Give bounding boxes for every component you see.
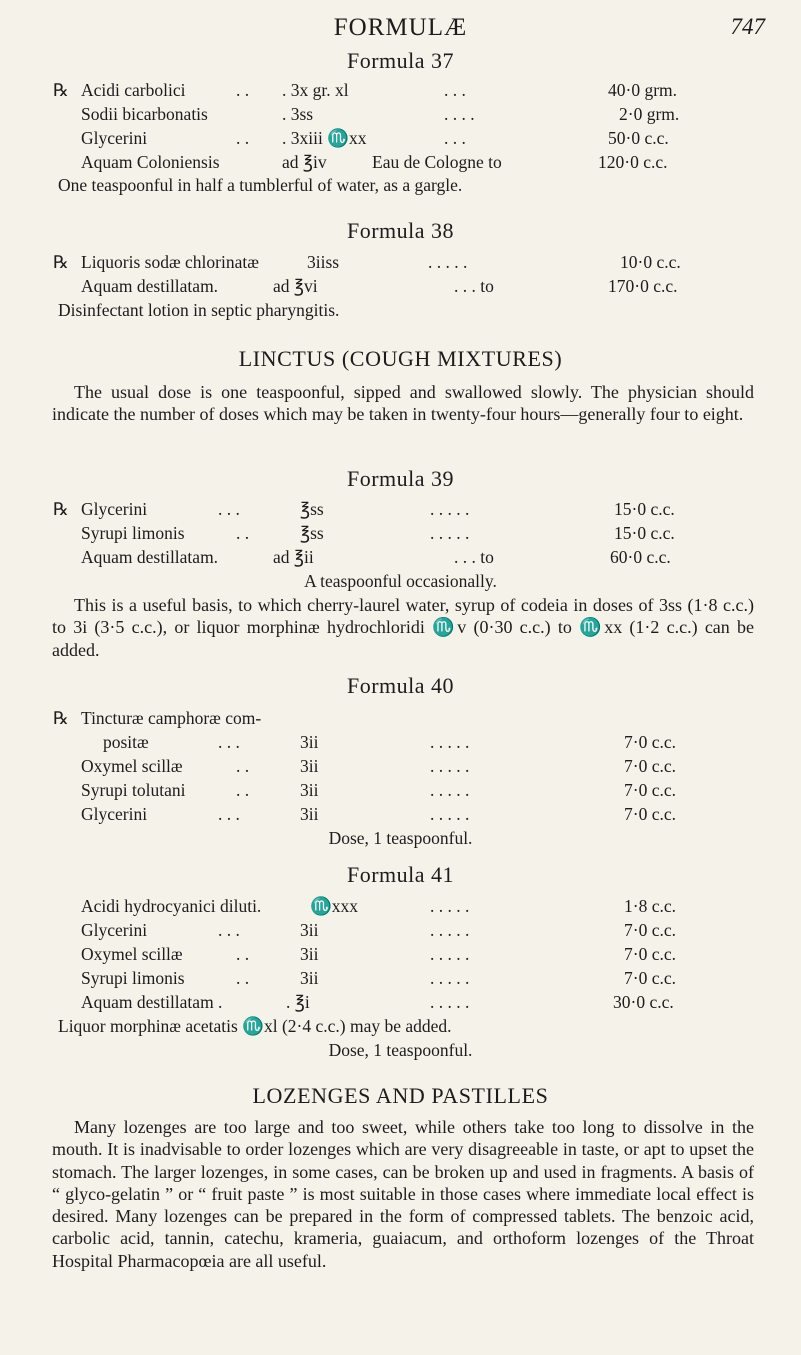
dose-quantity: 3ii xyxy=(300,756,319,776)
metric-quantity: 120·0 c.c. xyxy=(598,152,668,172)
metric-quantity: 7·0 c.c. xyxy=(624,780,676,800)
dose-quantity: ad ℥vi xyxy=(273,276,318,296)
formula-37-row xyxy=(0,128,801,152)
formula-37-heading: Formula 37 xyxy=(346,48,455,73)
leader-dots: . . . . xyxy=(444,104,475,124)
leader-dots: . . . to xyxy=(454,547,494,567)
leader-dots: . . xyxy=(236,968,250,988)
leader-dots: . . . . . xyxy=(430,523,470,543)
leader-dots: . . xyxy=(236,780,250,800)
recipe-symbol: ℞ xyxy=(53,252,69,272)
drug-name: positæ xyxy=(103,732,149,752)
drug-name: Acidi hydrocyanici diluti. xyxy=(81,896,262,916)
leader-dots: . . . xyxy=(218,732,240,752)
drug-name: Sodii bicarbonatis xyxy=(81,104,208,124)
dose-quantity: ℥ss xyxy=(300,499,324,519)
dose-quantity: . 3ss xyxy=(282,104,314,124)
drug-name: Aquam destillatam. xyxy=(81,547,219,567)
linctus-section-heading: LINCTUS (COUGH MIXTURES) xyxy=(238,346,563,371)
leader-dots: . . . . . xyxy=(430,804,470,824)
formula-40-row xyxy=(0,708,801,732)
formula-37-direction: One teaspoonful in half a tumblerful of water, as a gargle. xyxy=(58,175,463,195)
formula-40-row xyxy=(0,804,801,828)
leader-dots: . . xyxy=(236,944,250,964)
metric-quantity: 7·0 c.c. xyxy=(624,756,676,776)
drug-name: Oxymel scillæ xyxy=(81,944,183,964)
formula-39-row xyxy=(0,523,801,547)
leader-dots: . . . xyxy=(444,128,466,148)
leader-dots: . . xyxy=(236,523,250,543)
drug-name: Glycerini xyxy=(81,499,148,519)
formula-40-direction: Dose, 1 teaspoonful. xyxy=(328,828,473,848)
leader-dots: . . xyxy=(236,80,250,100)
leader-dots: . . . . . xyxy=(430,780,470,800)
drug-name: Oxymel scillæ xyxy=(81,756,183,776)
recipe-symbol: ℞ xyxy=(53,708,69,728)
formula-38-heading: Formula 38 xyxy=(346,218,455,243)
dose-quantity: ad ℥iv xyxy=(282,152,327,172)
dose-quantity: 3ii xyxy=(300,944,319,964)
leader-dots: . . . . . xyxy=(430,896,470,916)
dose-quantity: . 3xiii ♏xx xyxy=(282,128,367,148)
metric-quantity: 2·0 grm. xyxy=(619,104,680,124)
formula-40-row xyxy=(0,756,801,780)
metric-quantity: 1·8 c.c. xyxy=(624,896,676,916)
dose-quantity: . ℥i xyxy=(286,992,310,1012)
drug-name: Glycerini xyxy=(81,920,148,940)
formula-41-heading: Formula 41 xyxy=(346,862,455,887)
formula-39-paragraph: This is a useful basis, to which cherry-laurel water, syrup of codeia in doses of 3ss (1·8 c.c.) to 3i (3·5 c.c.), or liquor morphinæ hydrochloridi ♏v (0·30 c.c.) to ♏xx (1·2 c.c.) can be added. xyxy=(52,595,754,660)
leader-dots: . . xyxy=(236,756,250,776)
dose-quantity: ℥ss xyxy=(300,523,324,543)
drug-name: Syrupi tolutani xyxy=(81,780,186,800)
dose-quantity: 3ii xyxy=(300,804,319,824)
metric-quantity: 170·0 c.c. xyxy=(608,276,678,296)
lozenges-paragraph: Many lozenges are too large and too sweet, while others take too long to dissolve in the mouth. It is inadvisable to order lozenges which are very disagreeable in taste, or apt to upset the stomach. The larger lozenges, in some cases, can be broken up and used in fragments. A basis of “ glyco-gelatin ” or “ fruit paste ” is most suitable in those cases where immediate local effect is desired. Many lozenges can be prepared in the form of compressed tablets. The benzoic acid, carbolic acid, tannin, catechu, krameria, guaiacum, and orthoform lozenges of the Throat Hospital Pharmacopœia are all useful. xyxy=(52,1117,754,1271)
dose-quantity: ad ℥ii xyxy=(273,547,314,567)
leader-dots: . . . xyxy=(218,499,240,519)
running-title: FORMULÆ xyxy=(333,14,468,41)
drug-name: Acidi carbolici xyxy=(81,80,186,100)
drug-name: Tincturæ camphoræ com- xyxy=(81,708,262,728)
recipe-symbol: ℞ xyxy=(53,499,69,519)
dose-quantity: 3iiss xyxy=(307,252,340,272)
leader-dots: . . . . . xyxy=(430,920,470,940)
lozenges-section-heading: LOZENGES AND PASTILLES xyxy=(252,1083,549,1108)
leader-dots: . . . . . xyxy=(430,499,470,519)
formula-37-row xyxy=(0,80,801,104)
leader-dots: . . . . . xyxy=(430,968,470,988)
metric-quantity: 7·0 c.c. xyxy=(624,804,676,824)
recipe-symbol: ℞ xyxy=(53,80,69,100)
formula-41-row xyxy=(0,920,801,944)
formula-40-row xyxy=(0,780,801,804)
formula-39-direction: A teaspoonful occasionally. xyxy=(304,571,497,591)
formula-41-row xyxy=(0,968,801,992)
metric-quantity: 7·0 c.c. xyxy=(624,920,676,940)
metric-quantity: 7·0 c.c. xyxy=(624,944,676,964)
metric-quantity: 15·0 c.c. xyxy=(614,499,675,519)
dose-quantity: 3ii xyxy=(300,732,319,752)
leader-dots: . . . . . xyxy=(430,944,470,964)
formula-39-row xyxy=(0,547,801,571)
page-number: 747 xyxy=(730,14,765,39)
leader-dots: . . . xyxy=(218,920,240,940)
drug-name: Liquoris sodæ chlorinatæ xyxy=(81,252,259,272)
dose-quantity: 3ii xyxy=(300,920,319,940)
formula-41-direction: Dose, 1 teaspoonful. xyxy=(328,1040,473,1060)
formula-41-note: Liquor morphinæ acetatis ♏xl (2·4 c.c.) may be added. xyxy=(58,1016,452,1036)
formula-38-row xyxy=(0,252,801,276)
drug-name: Aquam Coloniensis xyxy=(81,152,220,172)
linctus-paragraph: The usual dose is one teaspoonful, sipped and swallowed slowly. The physician should indicate the number of doses which may be taken in twenty-four hours—generally four to eight. xyxy=(52,382,754,425)
dose-quantity: . 3x gr. xl xyxy=(282,80,349,100)
metric-quantity: 60·0 c.c. xyxy=(610,547,671,567)
leader-dots: . . xyxy=(236,128,250,148)
formula-40-row xyxy=(0,732,801,756)
formula-39-heading: Formula 39 xyxy=(346,466,455,491)
formula-41-row xyxy=(0,896,801,920)
dose-quantity: ♏xxx xyxy=(310,896,359,916)
annotation: Eau de Cologne to xyxy=(372,152,502,172)
formula-39-row xyxy=(0,499,801,523)
drug-name: Aquam destillatam . xyxy=(81,992,223,1012)
drug-name: Syrupi limonis xyxy=(81,968,185,988)
formula-38-row xyxy=(0,276,801,300)
metric-quantity: 15·0 c.c. xyxy=(614,523,675,543)
dose-quantity: 3ii xyxy=(300,968,319,988)
leader-dots: . . . to xyxy=(454,276,494,296)
metric-quantity: 10·0 c.c. xyxy=(620,252,681,272)
drug-name: Glycerini xyxy=(81,804,148,824)
leader-dots: . . . xyxy=(444,80,466,100)
metric-quantity: 7·0 c.c. xyxy=(624,968,676,988)
leader-dots: . . . . . xyxy=(430,756,470,776)
leader-dots: . . . . . xyxy=(428,252,468,272)
leader-dots: . . . . . xyxy=(430,732,470,752)
formula-37-row xyxy=(0,152,801,176)
formula-40-heading: Formula 40 xyxy=(346,673,455,698)
metric-quantity: 30·0 c.c. xyxy=(613,992,674,1012)
drug-name: Glycerini xyxy=(81,128,148,148)
metric-quantity: 7·0 c.c. xyxy=(624,732,676,752)
leader-dots: . . . . . xyxy=(430,992,470,1012)
formula-41-row xyxy=(0,992,801,1016)
drug-name: Aquam destillatam. xyxy=(81,276,219,296)
leader-dots: . . . xyxy=(218,804,240,824)
formula-38-direction: Disinfectant lotion in septic pharyngitis. xyxy=(58,300,340,320)
metric-quantity: 50·0 c.c. xyxy=(608,128,669,148)
drug-name: Syrupi limonis xyxy=(81,523,185,543)
metric-quantity: 40·0 grm. xyxy=(608,80,678,100)
formula-37-row xyxy=(0,104,801,128)
formula-41-row xyxy=(0,944,801,968)
dose-quantity: 3ii xyxy=(300,780,319,800)
